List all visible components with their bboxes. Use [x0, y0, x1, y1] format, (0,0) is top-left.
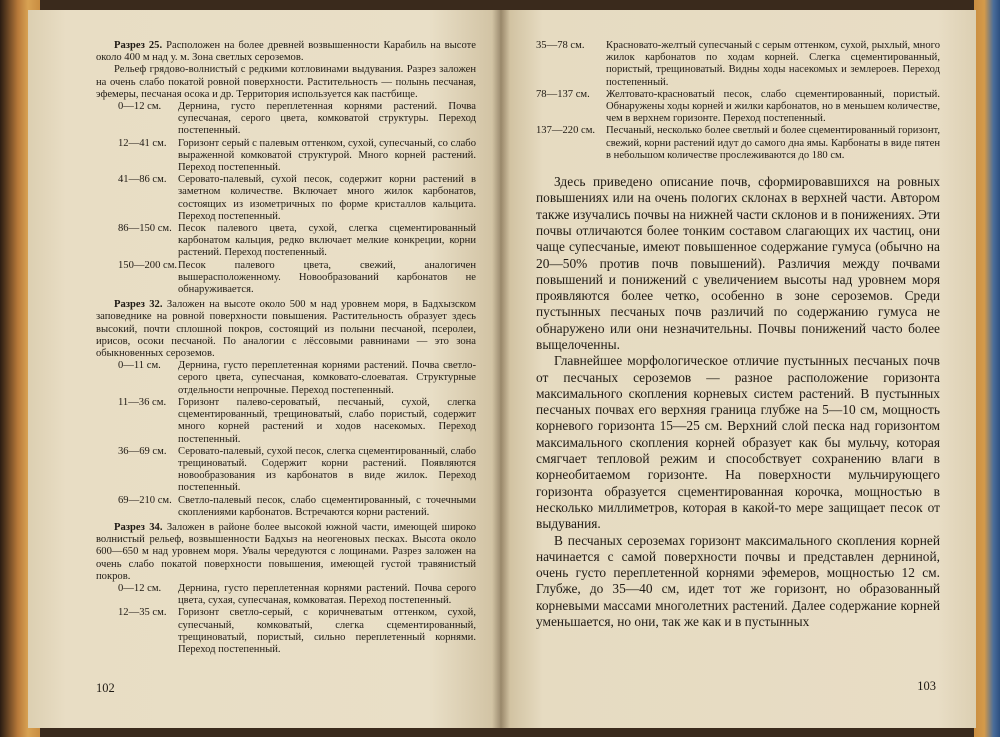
horizon-depth: 41—86 см.: [118, 174, 167, 186]
section-34: [96, 522, 476, 656]
horizon-depth: 12—41 см.: [118, 137, 167, 149]
right-page: [500, 10, 976, 728]
horizon-text: Дернина, густо переплетенная корнями растений. Почва серого цвета, сухая, супесчаная, комковатая. Переход постепенный.: [178, 582, 476, 607]
horizon-row: [96, 446, 476, 495]
horizon-row: [536, 125, 940, 162]
horizon-text: Песок палевого цвета, свежий, аналогичен вышерасположенному. Новообразований карбонатов не обнаруживается.: [178, 259, 476, 296]
horizon-depth: 137—220 см.: [536, 125, 596, 137]
horizon-row: [96, 397, 476, 446]
section-32: [96, 299, 476, 519]
paragraph: В песчаных сероземах горизонт максимального скопления корней начинается с самой поверхности почвы и представлен дерниной, очень густо переплетенной корнями эфемеров, мощностью 12 см. Глубже, до 35—40 см, идет тот же горизонт, но образованный корневыми массами многолетних растений. Далее содержание корней уменьшается, но они, так же как и в пустынных: [536, 532, 940, 630]
horizon-row: [96, 223, 476, 260]
horizon-text: Горизонт светло-серый, с коричневатым оттенком, сухой, супесчаный, комковатый, слегка сцементированный, трещиноватый, пористый, сильно переплетенный корнями. Переход постепенный.: [178, 607, 476, 655]
left-page: [28, 10, 500, 728]
section-25: [96, 40, 476, 296]
paragraph: Здесь приведено описание почв, сформировавшихся на ровных повышениях или на очень пологих склонах в верхней части. Автором также изучались почвы на нижней части склонов и в понижениях. Эти почвы отличаются более тонким составом слагающих их частиц, они чаще супесчаные, имеют повышенное содержание гумуса (обычно на 20—50% против почв повышений). Различия между почвами повышений и понижений с увеличением высоты над уровнем моря проявляются более четко, особенно в зоне сероземов. Среди пустынных песчаных почв различий по содержанию гумуса не обнаружено или они незначительны. Почвы понижений часто более выщелоченны.: [536, 174, 940, 352]
horizon-list: [536, 40, 940, 162]
page-number-right: 103: [917, 679, 936, 693]
section-25-para: Рельеф грядово-волнистый с редкими котловинами выдувания. Разрез заложен на очень слабо покатой ровной поверхности. Растительность — полынь песчаная, эфемеры, песчаная осока и др. Территория используется как пастбище.: [96, 64, 476, 100]
page-number-left: 102: [96, 680, 115, 695]
book-edge-right: [974, 0, 1000, 737]
horizon-text: Дернина, густо переплетенная корнями растений. Почва супесчаная, серого цвета, комковатой структуры. Переход постепенный.: [178, 101, 476, 137]
horizon-depth: 0—12 см.: [118, 101, 162, 113]
section-25-intro: Расположен на более древней возвышенности Карабиль на высоте около 400 м над у. м. Зона светлых сероземов.: [96, 40, 476, 64]
horizon-text: Желтовато-красноватый песок, слабо сцементированный, пористый. Обнаружены ходы корней и жилки карбонатов, но в меньшем количестве, чем в верхнем горизонте. Переход постепенный.: [606, 88, 940, 125]
horizon-row: [96, 260, 476, 297]
gutter-shadow: [492, 10, 510, 728]
horizon-depth: 0—11 см.: [118, 360, 161, 372]
horizon-row: [536, 40, 940, 89]
horizon-depth: 35—78 см.: [536, 40, 585, 51]
horizon-text: Светло-палевый песок, слабо сцементированный, с точечными скоплениями карбонатов. Встречаются корни растений.: [178, 494, 476, 518]
section-32-title: Разрез 32.: [114, 299, 163, 311]
horizon-text: Горизонт палево-сероватый, песчаный, сухой, слегка сцементированный, трещиноватый, слабо пористый, содержит много корней растений и ходов насекомых. Переход постепенный.: [178, 396, 476, 445]
horizon-text: Дернина, густо переплетенная корнями растений. Почва светло-серого цвета, супесчаная, комковато-слоеватая. Структурные отдельности непрочные. Переход постепенный.: [178, 360, 476, 396]
horizon-depth: 86—150 см.: [118, 223, 172, 235]
body-text: [536, 174, 940, 630]
horizon-depth: 150—200 см.: [118, 259, 178, 271]
horizon-depth: 11—36 см.: [118, 396, 167, 408]
horizon-row: [96, 583, 476, 607]
horizon-text: Песчаный, несколько более светлый и более сцементированный горизонт, свежий, корни растений идут до самого дна ямы. Карбонаты в виде пятен в небольшом количестве прослеживаются до 180 см.: [606, 125, 940, 161]
horizon-text: Горизонт серый с палевым оттенком, сухой, супесчаный, со слабо выраженной комковатой структурой. Много корней растений. Переход постепенный.: [178, 137, 476, 174]
section-25-title: Разрез 25.: [114, 40, 163, 51]
horizon-row: [96, 138, 476, 175]
paragraph: Главнейшее морфологическое отличие пустынных песчаных почв от песчаных сероземов — разное расположение горизонта максимального скопления корневых систем растений. В пустынных песчаных почвах его верхняя граница глубже на 5—10 см, мощность корневого горизонта 15—25 см. Верхний слой песка над горизонтом максимального скопления корней образует как бы мульчу, которая смягчает тепловой режим и способствует сохранению влаги в корнеобитаемом горизонте. На поверхности мульчирующего горизонта образуется сцементированная корочка, мощностью в несколько миллиметров, которая в какой-то мере защищает песок от выдувания.: [536, 353, 940, 532]
horizon-row: [96, 101, 476, 138]
horizon-depth: 69—210 см.: [118, 494, 172, 506]
horizon-row: [96, 360, 476, 397]
horizon-depth: 78—137 см.: [536, 88, 590, 100]
horizon-text: Песок палевого цвета, сухой, слегка сцементированный карбонатом кальция, редко включает мелкие конкреции, корни растений. Переход постепенный.: [178, 223, 476, 259]
horizon-text: Красновато-желтый супесчаный с серым оттенком, сухой, рыхлый, много жилок карбонатов по ходам корней. Слегка сцементированный, пористый, трещиноватый. Видны ходы насекомых и землероев. Переход постепенный.: [606, 40, 940, 88]
horizon-text: Серовато-палевый, сухой песок, слегка сцементированный, слабо трещиноватый. Содержит корни растений. Появляются новообразования из карбонатов в виде жилок. Переход постепенный.: [178, 445, 476, 494]
horizon-depth: 36—69 см.: [118, 445, 167, 457]
horizon-row: [96, 174, 476, 223]
horizon-text: Серовато-палевый, сухой песок, содержит корни растений в заметном количестве. Включает много жилок карбонатов, состоящих из изометричных по форме кристаллов кальцита. Переход постепенный.: [178, 174, 476, 222]
section-34-title: Разрез 34.: [114, 521, 163, 533]
section-34-intro: Заложен в районе более высокой южной части, имеющей широко волнистый рельеф, возвышенности Бадхыз на неогеновых песках. Высота около 600—650 м над уровнем моря. Увалы чередуются с лощинами. Разрез заложен на очень слабо покатой поверхности повышения, имеющей густой травянистый покров.: [96, 521, 476, 582]
horizon-depth: 12—35 см.: [118, 607, 167, 619]
section-32-intro: Заложен на высоте около 500 м над уровнем моря, в Бадхызском заповеднике на ровной поверхности повышения. Растительность образует здесь высокий, почти сплошной покров, состоящий из полыни песчаной, псеролеи, ирисов, осоки песчаной. По аналогии с лёссовыми равнинами — это зона обыкновенных сероземов.: [96, 299, 476, 360]
horizon-row: [96, 607, 476, 656]
horizon-depth: 0—12 см.: [118, 582, 162, 594]
horizon-row: [96, 495, 476, 519]
horizon-row: [536, 89, 940, 126]
